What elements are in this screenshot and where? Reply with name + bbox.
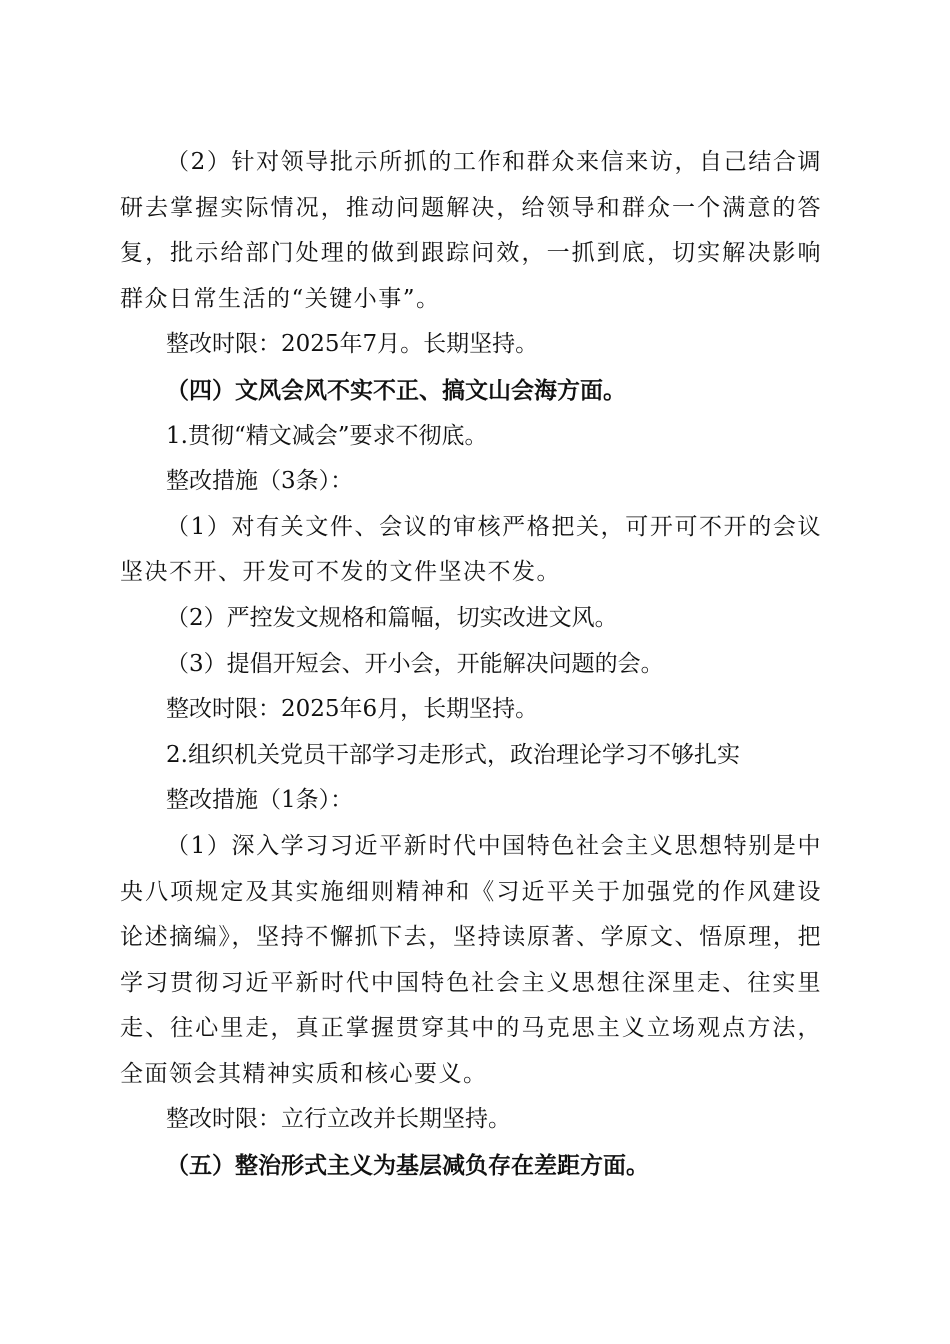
paragraph-deadline-immediate: 整改时限：立行立改并长期坚持。 xyxy=(166,1106,511,1133)
measures-count-3: 整改措施（3条）： xyxy=(166,468,354,495)
paragraph-deadline-july: 整改时限：2025年7月。长期坚持。 xyxy=(166,331,539,358)
paragraph-measure-1-study: （1）深入学习习近平新时代中国特色社会主义思想特别是中央八项规定及其实施细则精神和《习近平关于加强党的作风建设论述摘编》，坚持不懈抓下去，坚持读原著、学原文、悟原理，把学习贯彻习近平新时代中国特色社会主义思想往深里走、往实里走、往心里走，真正掌握贯穿其中的马克思主义立场观点方法，全面领会其精神实质和核心要义。 xyxy=(120,832,822,1087)
paragraph-measure-1-review: （1）对有关文件、会议的审核严格把关，可开可不开的会议坚决不开、开发可不发的文件坚决不发。 xyxy=(120,513,822,586)
section-heading-4: （四）文风会风不实不正、搞文山会海方面。 xyxy=(166,376,626,404)
paragraph-measure-2-followup: （2）针对领导批示所抓的工作和群众来信来访，自己结合调研去掌握实际情况，推动问题解决，给领导和群众一个满意的答复，批示给部门处理的做到跟踪问效，一抓到底，切实解决影响群众日常生活的“关键小事”。 xyxy=(120,149,822,312)
issue-2-title: 2.组织机关党员干部学习走形式，政治理论学习不够扎实 xyxy=(166,741,740,768)
paragraph-measure-3-meetings: （3）提倡开短会、开小会，开能解决问题的会。 xyxy=(166,650,664,677)
measures-count-1: 整改措施（1条）： xyxy=(166,787,354,814)
section-heading-5: （五）整治形式主义为基层减负存在差距方面。 xyxy=(166,1152,649,1180)
paragraph-deadline-june: 整改时限：2025年6月，长期坚持。 xyxy=(166,696,539,723)
issue-1-title: 1.贯彻“精文减会”要求不彻底。 xyxy=(166,422,488,449)
paragraph-measure-2-control: （2）严控发文规格和篇幅，切实改进文风。 xyxy=(166,604,618,631)
